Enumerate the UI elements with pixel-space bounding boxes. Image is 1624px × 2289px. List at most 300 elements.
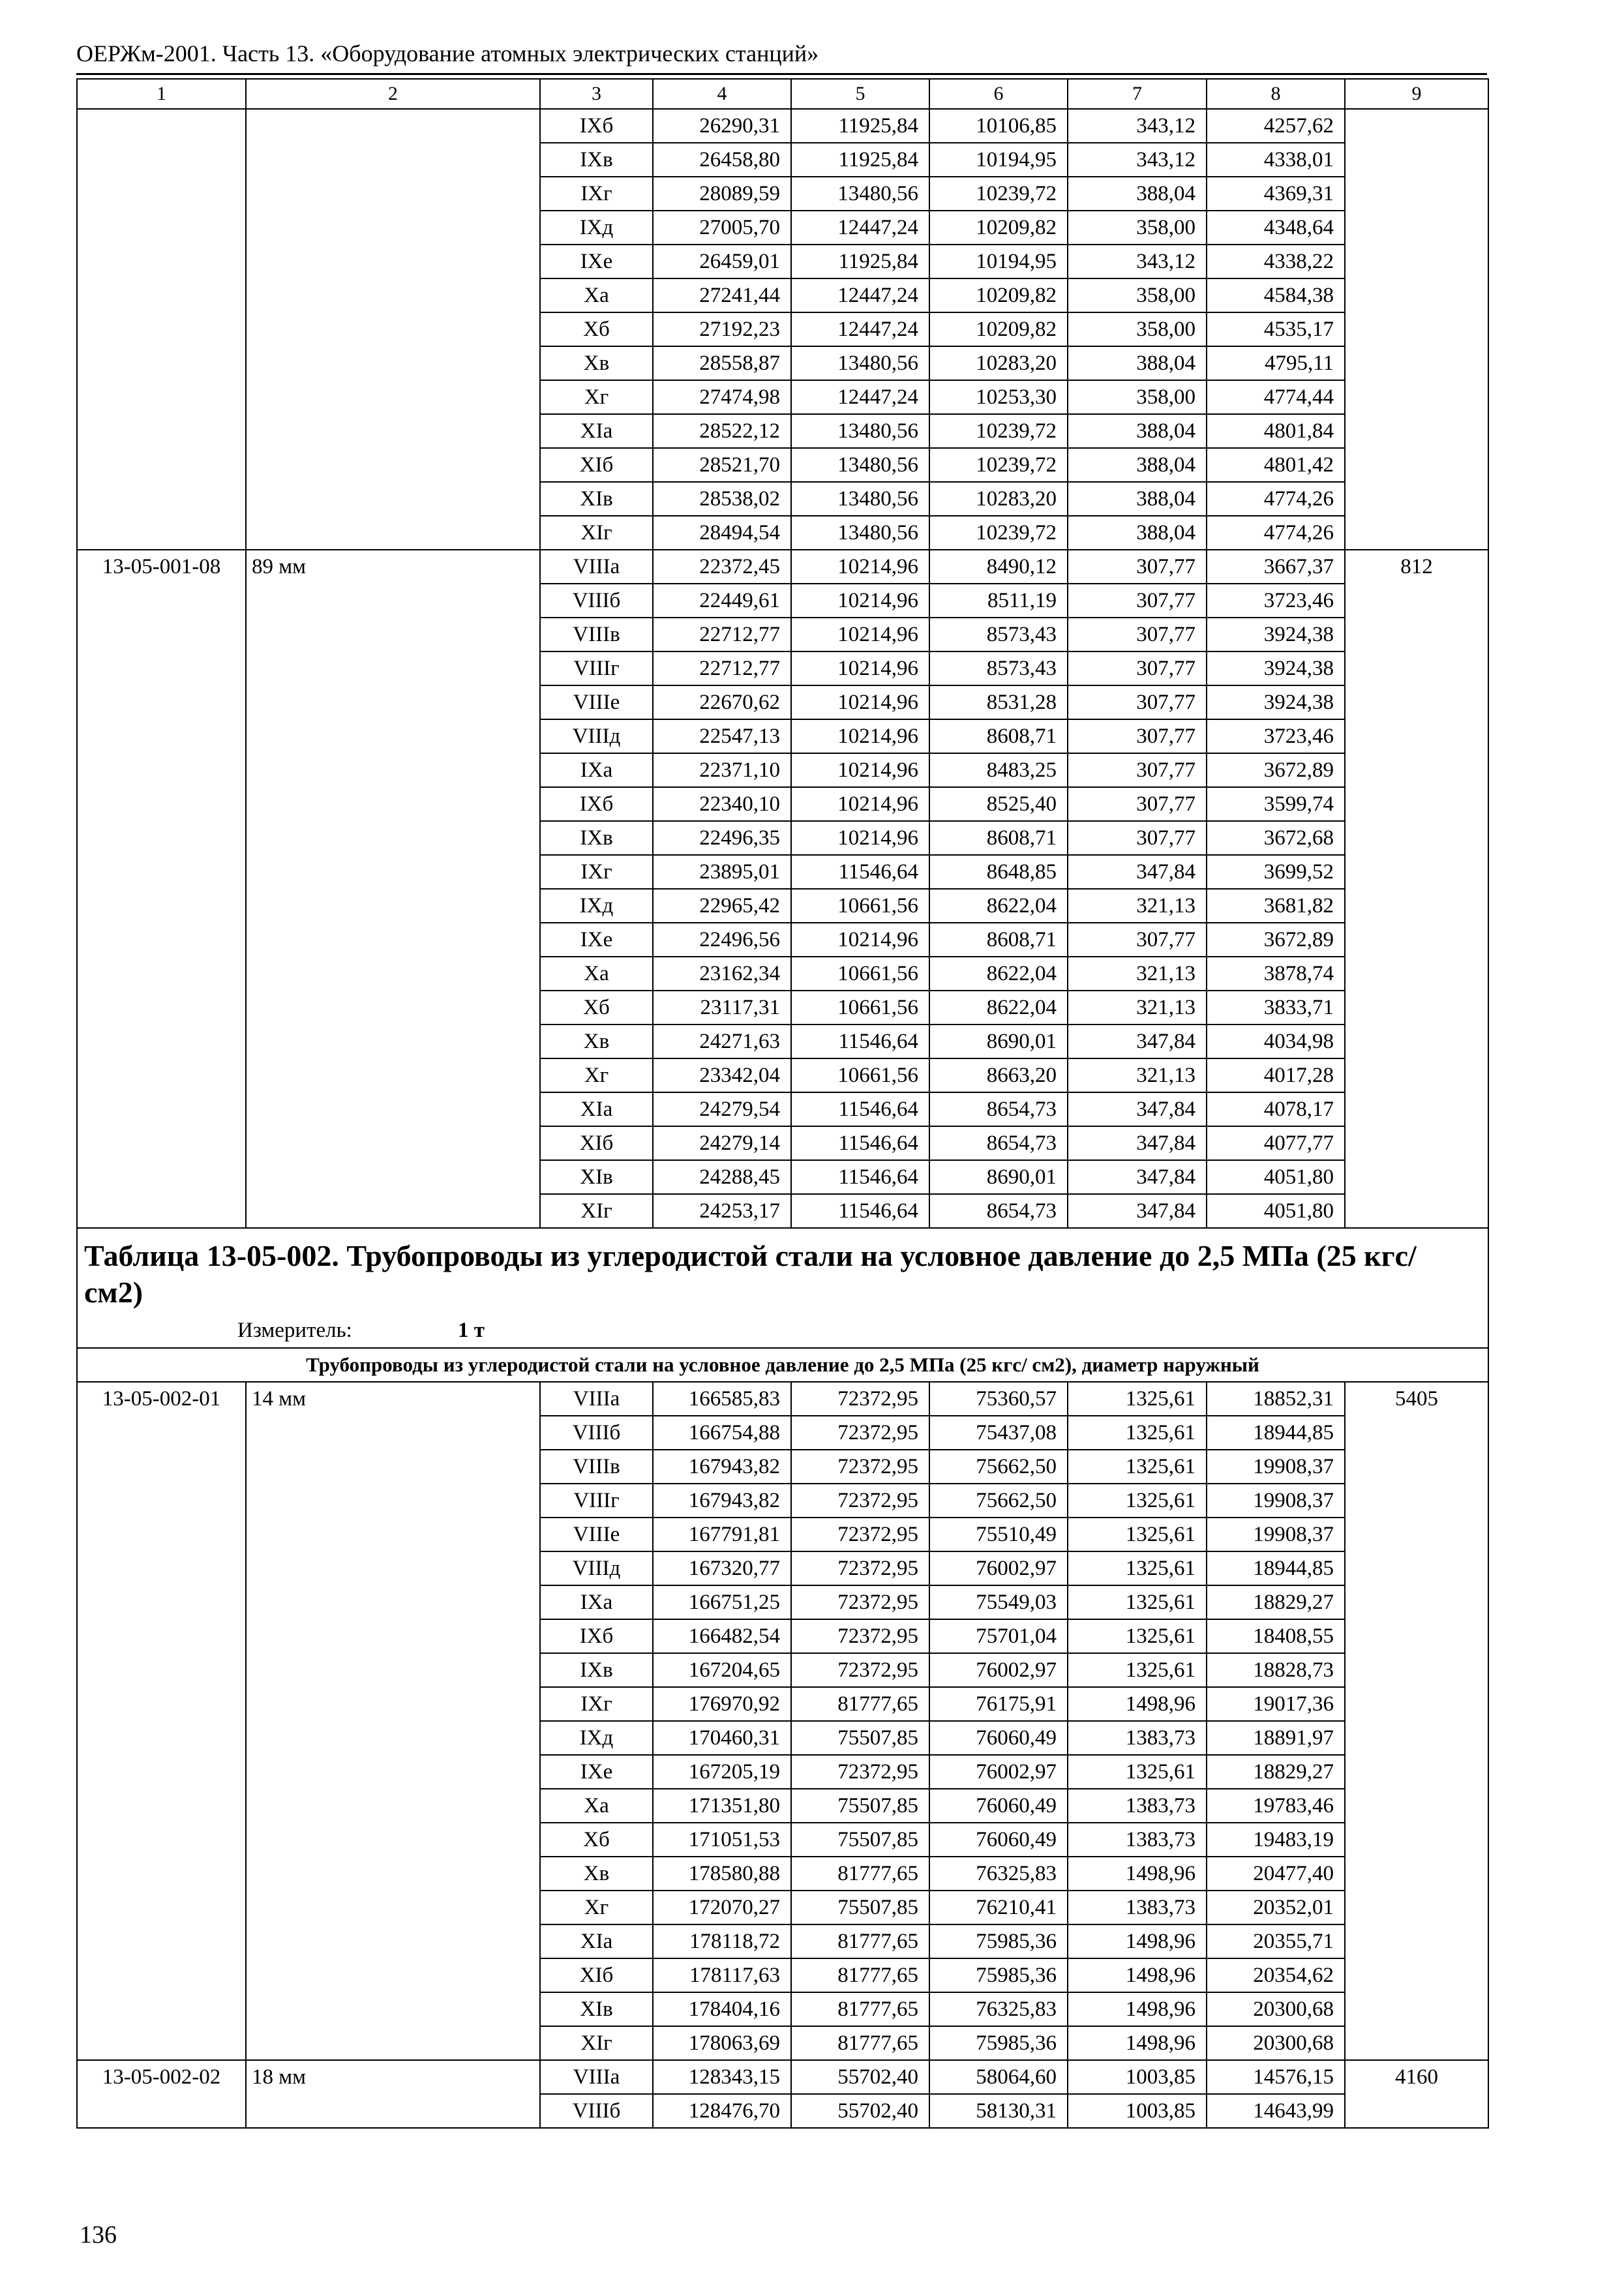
total-cost-cell: 178063,69 bbox=[653, 2026, 791, 2060]
zone-cell: Xа bbox=[540, 957, 653, 991]
zone-cell: Xб bbox=[540, 1823, 653, 1857]
materials-cell: 19017,36 bbox=[1207, 1687, 1345, 1721]
zone-cell: VIIIе bbox=[540, 685, 653, 719]
total-cost-cell: 176970,92 bbox=[653, 1687, 791, 1721]
zone-cell: IXе bbox=[540, 923, 653, 957]
zone-cell: IXд bbox=[540, 889, 653, 923]
machines-cell: 8654,73 bbox=[929, 1126, 1068, 1160]
materials-cell: 20300,68 bbox=[1207, 1992, 1345, 2026]
wages-cell: 81777,65 bbox=[791, 1958, 929, 1992]
materials-cell: 4017,28 bbox=[1207, 1058, 1345, 1092]
materials-cell: 3924,38 bbox=[1207, 685, 1345, 719]
wages-cell: 11546,64 bbox=[791, 1126, 929, 1160]
wages-cell: 81777,65 bbox=[791, 1687, 929, 1721]
operators-wages-cell: 321,13 bbox=[1068, 1058, 1207, 1092]
column-number: 1 bbox=[77, 79, 246, 109]
machines-cell: 76002,97 bbox=[929, 1755, 1068, 1789]
machines-cell: 76210,41 bbox=[929, 1891, 1068, 1924]
table-row bbox=[77, 109, 1488, 143]
operators-wages-cell: 343,12 bbox=[1068, 143, 1207, 177]
wages-cell: 13480,56 bbox=[791, 482, 929, 516]
operators-wages-cell: 1325,61 bbox=[1068, 1518, 1207, 1551]
operators-wages-cell: 1325,61 bbox=[1068, 1416, 1207, 1450]
table-row bbox=[77, 2060, 1488, 2094]
operators-wages-cell: 1383,73 bbox=[1068, 1789, 1207, 1823]
machines-cell: 10194,95 bbox=[929, 143, 1068, 177]
materials-cell: 18828,73 bbox=[1207, 1653, 1345, 1687]
pipe-size-cell: 89 мм bbox=[246, 550, 540, 1228]
wages-cell: 72372,95 bbox=[791, 1484, 929, 1518]
operators-wages-cell: 388,04 bbox=[1068, 448, 1207, 482]
page-number: 136 bbox=[80, 2221, 117, 2249]
column-number: 4 bbox=[653, 79, 791, 109]
materials-cell: 3699,52 bbox=[1207, 855, 1345, 889]
rate-code-cell: 13-05-002-02 bbox=[77, 2060, 246, 2128]
operators-wages-cell: 321,13 bbox=[1068, 957, 1207, 991]
operators-wages-cell: 307,77 bbox=[1068, 584, 1207, 618]
zone-cell: VIIIг bbox=[540, 651, 653, 685]
machines-cell: 8573,43 bbox=[929, 618, 1068, 651]
operators-wages-cell: 347,84 bbox=[1068, 1160, 1207, 1194]
section-subheading: Трубопроводы из углеродистой стали на условное давление до 2,5 МПа (25 кгс/ см2), диаметр наружный bbox=[77, 1348, 1488, 1382]
wages-cell: 13480,56 bbox=[791, 177, 929, 211]
operators-wages-cell: 307,77 bbox=[1068, 787, 1207, 821]
operators-wages-cell: 307,77 bbox=[1068, 923, 1207, 957]
zone-cell: Xг bbox=[540, 380, 653, 414]
machines-cell: 75985,36 bbox=[929, 1958, 1068, 1992]
table-title: Таблица 13-05-002. Трубопроводы из углеродистой стали на условное давление до 2,5 МПа (25 кгс/ см2) bbox=[77, 1228, 1488, 1313]
machines-cell: 76002,97 bbox=[929, 1551, 1068, 1585]
wages-cell: 10661,56 bbox=[791, 1058, 929, 1092]
materials-cell: 14643,99 bbox=[1207, 2094, 1345, 2128]
pipe-size-cell: 18 мм bbox=[246, 2060, 540, 2128]
machines-cell: 75701,04 bbox=[929, 1619, 1068, 1653]
total-cost-cell: 22712,77 bbox=[653, 651, 791, 685]
wages-cell: 13480,56 bbox=[791, 414, 929, 448]
operators-wages-cell: 1003,85 bbox=[1068, 2094, 1207, 2128]
total-cost-cell: 24288,45 bbox=[653, 1160, 791, 1194]
zone-cell: VIIIб bbox=[540, 2094, 653, 2128]
wages-cell: 11546,64 bbox=[791, 1194, 929, 1228]
weight-cell bbox=[1345, 109, 1488, 550]
column-numbers-row bbox=[77, 79, 1488, 109]
total-cost-cell: 167205,19 bbox=[653, 1755, 791, 1789]
machines-cell: 10209,82 bbox=[929, 312, 1068, 346]
wages-cell: 10214,96 bbox=[791, 618, 929, 651]
operators-wages-cell: 1325,61 bbox=[1068, 1382, 1207, 1416]
zone-cell: Xа bbox=[540, 278, 653, 312]
zone-cell: Xб bbox=[540, 312, 653, 346]
zone-cell: XIа bbox=[540, 1092, 653, 1126]
operators-wages-cell: 1325,61 bbox=[1068, 1484, 1207, 1518]
total-cost-cell: 22449,61 bbox=[653, 584, 791, 618]
total-cost-cell: 171051,53 bbox=[653, 1823, 791, 1857]
rate-code-cell: 13-05-002-01 bbox=[77, 1382, 246, 2060]
operators-wages-cell: 347,84 bbox=[1068, 1092, 1207, 1126]
materials-cell: 4338,22 bbox=[1207, 245, 1345, 278]
total-cost-cell: 27241,44 bbox=[653, 278, 791, 312]
machines-cell: 10194,95 bbox=[929, 245, 1068, 278]
machines-cell: 8531,28 bbox=[929, 685, 1068, 719]
zone-cell: IXг bbox=[540, 855, 653, 889]
zone-cell: IXв bbox=[540, 821, 653, 855]
operators-wages-cell: 358,00 bbox=[1068, 278, 1207, 312]
materials-cell: 3681,82 bbox=[1207, 889, 1345, 923]
total-cost-cell: 28522,12 bbox=[653, 414, 791, 448]
total-cost-cell: 27474,98 bbox=[653, 380, 791, 414]
operators-wages-cell: 307,77 bbox=[1068, 753, 1207, 787]
operators-wages-cell: 321,13 bbox=[1068, 889, 1207, 923]
operators-wages-cell: 358,00 bbox=[1068, 380, 1207, 414]
total-cost-cell: 23117,31 bbox=[653, 991, 791, 1025]
zone-cell: IXв bbox=[540, 1653, 653, 1687]
zone-cell: XIа bbox=[540, 1924, 653, 1958]
wages-cell: 10214,96 bbox=[791, 787, 929, 821]
rate-code-cell bbox=[77, 109, 246, 550]
operators-wages-cell: 347,84 bbox=[1068, 1126, 1207, 1160]
zone-cell: VIIIа bbox=[540, 1382, 653, 1416]
materials-cell: 19908,37 bbox=[1207, 1518, 1345, 1551]
table-row bbox=[77, 550, 1488, 584]
machines-cell: 10209,82 bbox=[929, 211, 1068, 245]
machines-cell: 10106,85 bbox=[929, 109, 1068, 143]
materials-cell: 4257,62 bbox=[1207, 109, 1345, 143]
meter-value: 1 т bbox=[458, 1319, 485, 1342]
machines-cell: 75662,50 bbox=[929, 1484, 1068, 1518]
total-cost-cell: 166585,83 bbox=[653, 1382, 791, 1416]
machines-cell: 8608,71 bbox=[929, 719, 1068, 753]
zone-cell: XIв bbox=[540, 1160, 653, 1194]
zone-cell: XIг bbox=[540, 516, 653, 550]
wages-cell: 10214,96 bbox=[791, 753, 929, 787]
machines-cell: 76060,49 bbox=[929, 1823, 1068, 1857]
operators-wages-cell: 343,12 bbox=[1068, 109, 1207, 143]
zone-cell: IXд bbox=[540, 1721, 653, 1755]
zone-cell: IXе bbox=[540, 1755, 653, 1789]
meter-label: Измеритель: bbox=[237, 1319, 352, 1342]
materials-cell: 18944,85 bbox=[1207, 1416, 1345, 1450]
total-cost-cell: 23342,04 bbox=[653, 1058, 791, 1092]
zone-cell: Xв bbox=[540, 1025, 653, 1058]
machines-cell: 10239,72 bbox=[929, 448, 1068, 482]
materials-cell: 4078,17 bbox=[1207, 1092, 1345, 1126]
operators-wages-cell: 1498,96 bbox=[1068, 1687, 1207, 1721]
wages-cell: 75507,85 bbox=[791, 1891, 929, 1924]
machines-cell: 75662,50 bbox=[929, 1450, 1068, 1484]
materials-cell: 18829,27 bbox=[1207, 1585, 1345, 1619]
operators-wages-cell: 343,12 bbox=[1068, 245, 1207, 278]
zone-cell: VIIIв bbox=[540, 1450, 653, 1484]
machines-cell: 8622,04 bbox=[929, 991, 1068, 1025]
machines-cell: 10239,72 bbox=[929, 414, 1068, 448]
machines-cell: 75360,57 bbox=[929, 1382, 1068, 1416]
total-cost-cell: 26459,01 bbox=[653, 245, 791, 278]
total-cost-cell: 178117,63 bbox=[653, 1958, 791, 1992]
wages-cell: 10214,96 bbox=[791, 719, 929, 753]
zone-cell: IXд bbox=[540, 211, 653, 245]
zone-cell: VIIIе bbox=[540, 1518, 653, 1551]
total-cost-cell: 28494,54 bbox=[653, 516, 791, 550]
materials-cell: 19908,37 bbox=[1207, 1484, 1345, 1518]
operators-wages-cell: 307,77 bbox=[1068, 719, 1207, 753]
wages-cell: 81777,65 bbox=[791, 2026, 929, 2060]
machines-cell: 76325,83 bbox=[929, 1857, 1068, 1891]
zone-cell: VIIIа bbox=[540, 550, 653, 584]
column-number: 3 bbox=[540, 79, 653, 109]
materials-cell: 4774,26 bbox=[1207, 482, 1345, 516]
machines-cell: 8490,12 bbox=[929, 550, 1068, 584]
machines-cell: 8573,43 bbox=[929, 651, 1068, 685]
zone-cell: XIб bbox=[540, 1126, 653, 1160]
operators-wages-cell: 307,77 bbox=[1068, 618, 1207, 651]
machines-cell: 75549,03 bbox=[929, 1585, 1068, 1619]
machines-cell: 8608,71 bbox=[929, 821, 1068, 855]
meter-cell bbox=[77, 1313, 1488, 1348]
zone-cell: VIIIд bbox=[540, 719, 653, 753]
machines-cell: 75985,36 bbox=[929, 2026, 1068, 2060]
operators-wages-cell: 388,04 bbox=[1068, 177, 1207, 211]
wages-cell: 11546,64 bbox=[791, 1092, 929, 1126]
column-number: 8 bbox=[1207, 79, 1345, 109]
operators-wages-cell: 1003,85 bbox=[1068, 2060, 1207, 2094]
zone-cell: VIIIб bbox=[540, 1416, 653, 1450]
operators-wages-cell: 1498,96 bbox=[1068, 1958, 1207, 1992]
zone-cell: VIIIа bbox=[540, 2060, 653, 2094]
zone-cell: Xа bbox=[540, 1789, 653, 1823]
materials-cell: 20352,01 bbox=[1207, 1891, 1345, 1924]
operators-wages-cell: 1325,61 bbox=[1068, 1450, 1207, 1484]
machines-cell: 10239,72 bbox=[929, 516, 1068, 550]
materials-cell: 3723,46 bbox=[1207, 584, 1345, 618]
materials-cell: 20477,40 bbox=[1207, 1857, 1345, 1891]
materials-cell: 4774,44 bbox=[1207, 380, 1345, 414]
machines-cell: 10283,20 bbox=[929, 482, 1068, 516]
zone-cell: VIIIд bbox=[540, 1551, 653, 1585]
zone-cell: IXв bbox=[540, 143, 653, 177]
total-cost-cell: 128476,70 bbox=[653, 2094, 791, 2128]
wages-cell: 81777,65 bbox=[791, 1924, 929, 1958]
total-cost-cell: 167791,81 bbox=[653, 1518, 791, 1551]
table-row bbox=[77, 1382, 1488, 1416]
total-cost-cell: 166482,54 bbox=[653, 1619, 791, 1653]
wages-cell: 10661,56 bbox=[791, 889, 929, 923]
machines-cell: 8654,73 bbox=[929, 1194, 1068, 1228]
pipe-size-cell: 14 мм bbox=[246, 1382, 540, 2060]
column-number: 7 bbox=[1068, 79, 1207, 109]
machines-cell: 76060,49 bbox=[929, 1721, 1068, 1755]
machines-cell: 8525,40 bbox=[929, 787, 1068, 821]
zone-cell: IXа bbox=[540, 1585, 653, 1619]
materials-cell: 14576,15 bbox=[1207, 2060, 1345, 2094]
wages-cell: 10214,96 bbox=[791, 821, 929, 855]
wages-cell: 72372,95 bbox=[791, 1653, 929, 1687]
total-cost-cell: 178580,88 bbox=[653, 1857, 791, 1891]
machines-cell: 76060,49 bbox=[929, 1789, 1068, 1823]
total-cost-cell: 27192,23 bbox=[653, 312, 791, 346]
operators-wages-cell: 1325,61 bbox=[1068, 1653, 1207, 1687]
operators-wages-cell: 388,04 bbox=[1068, 516, 1207, 550]
machines-cell: 8648,85 bbox=[929, 855, 1068, 889]
materials-cell: 3924,38 bbox=[1207, 618, 1345, 651]
wages-cell: 81777,65 bbox=[791, 1857, 929, 1891]
zone-cell: Xб bbox=[540, 991, 653, 1025]
wages-cell: 72372,95 bbox=[791, 1551, 929, 1585]
total-cost-cell: 167204,65 bbox=[653, 1653, 791, 1687]
total-cost-cell: 22496,35 bbox=[653, 821, 791, 855]
operators-wages-cell: 358,00 bbox=[1068, 312, 1207, 346]
wages-cell: 11546,64 bbox=[791, 855, 929, 889]
total-cost-cell: 26290,31 bbox=[653, 109, 791, 143]
wages-cell: 11546,64 bbox=[791, 1160, 929, 1194]
total-cost-cell: 24253,17 bbox=[653, 1194, 791, 1228]
operators-wages-cell: 388,04 bbox=[1068, 414, 1207, 448]
total-cost-cell: 28089,59 bbox=[653, 177, 791, 211]
wages-cell: 11546,64 bbox=[791, 1025, 929, 1058]
materials-cell: 19908,37 bbox=[1207, 1450, 1345, 1484]
price-table bbox=[76, 78, 1489, 2129]
materials-cell: 18891,97 bbox=[1207, 1721, 1345, 1755]
machines-cell: 75437,08 bbox=[929, 1416, 1068, 1450]
wages-cell: 75507,85 bbox=[791, 1823, 929, 1857]
operators-wages-cell: 388,04 bbox=[1068, 482, 1207, 516]
wages-cell: 55702,40 bbox=[791, 2094, 929, 2128]
machines-cell: 8511,19 bbox=[929, 584, 1068, 618]
machines-cell: 10239,72 bbox=[929, 177, 1068, 211]
zone-cell: XIа bbox=[540, 414, 653, 448]
total-cost-cell: 128343,15 bbox=[653, 2060, 791, 2094]
machines-cell: 75985,36 bbox=[929, 1924, 1068, 1958]
zone-cell: VIIIв bbox=[540, 618, 653, 651]
column-number: 9 bbox=[1345, 79, 1488, 109]
wages-cell: 11925,84 bbox=[791, 245, 929, 278]
column-number: 2 bbox=[246, 79, 540, 109]
zone-cell: IXа bbox=[540, 753, 653, 787]
machines-cell: 8622,04 bbox=[929, 889, 1068, 923]
wages-cell: 12447,24 bbox=[791, 278, 929, 312]
wages-cell: 55702,40 bbox=[791, 2060, 929, 2094]
machines-cell: 10283,20 bbox=[929, 346, 1068, 380]
materials-cell: 4774,26 bbox=[1207, 516, 1345, 550]
total-cost-cell: 22670,62 bbox=[653, 685, 791, 719]
machines-cell: 10209,82 bbox=[929, 278, 1068, 312]
machines-cell: 8654,73 bbox=[929, 1092, 1068, 1126]
total-cost-cell: 26458,80 bbox=[653, 143, 791, 177]
machines-cell: 8608,71 bbox=[929, 923, 1068, 957]
operators-wages-cell: 1325,61 bbox=[1068, 1551, 1207, 1585]
zone-cell: XIг bbox=[540, 2026, 653, 2060]
total-cost-cell: 178404,16 bbox=[653, 1992, 791, 2026]
operators-wages-cell: 1325,61 bbox=[1068, 1755, 1207, 1789]
wages-cell: 72372,95 bbox=[791, 1619, 929, 1653]
zone-cell: IXб bbox=[540, 787, 653, 821]
total-cost-cell: 167943,82 bbox=[653, 1484, 791, 1518]
total-cost-cell: 167943,82 bbox=[653, 1450, 791, 1484]
operators-wages-cell: 1498,96 bbox=[1068, 1924, 1207, 1958]
materials-cell: 20300,68 bbox=[1207, 2026, 1345, 2060]
operators-wages-cell: 347,84 bbox=[1068, 1025, 1207, 1058]
zone-cell: XIб bbox=[540, 1958, 653, 1992]
materials-cell: 4535,17 bbox=[1207, 312, 1345, 346]
machines-cell: 58064,60 bbox=[929, 2060, 1068, 2094]
operators-wages-cell: 307,77 bbox=[1068, 685, 1207, 719]
wages-cell: 13480,56 bbox=[791, 448, 929, 482]
total-cost-cell: 24279,14 bbox=[653, 1126, 791, 1160]
machines-cell: 58130,31 bbox=[929, 2094, 1068, 2128]
machines-cell: 76325,83 bbox=[929, 1992, 1068, 2026]
wages-cell: 10661,56 bbox=[791, 957, 929, 991]
total-cost-cell: 178118,72 bbox=[653, 1924, 791, 1958]
materials-cell: 4584,38 bbox=[1207, 278, 1345, 312]
zone-cell: IXг bbox=[540, 1687, 653, 1721]
materials-cell: 4077,77 bbox=[1207, 1126, 1345, 1160]
materials-cell: 4051,80 bbox=[1207, 1160, 1345, 1194]
total-cost-cell: 22372,45 bbox=[653, 550, 791, 584]
machines-cell: 8483,25 bbox=[929, 753, 1068, 787]
wages-cell: 10214,96 bbox=[791, 923, 929, 957]
total-cost-cell: 172070,27 bbox=[653, 1891, 791, 1924]
materials-cell: 20354,62 bbox=[1207, 1958, 1345, 1992]
materials-cell: 18852,31 bbox=[1207, 1382, 1345, 1416]
zone-cell: IXг bbox=[540, 177, 653, 211]
total-cost-cell: 22371,10 bbox=[653, 753, 791, 787]
zone-cell: Xг bbox=[540, 1058, 653, 1092]
machines-cell: 8663,20 bbox=[929, 1058, 1068, 1092]
total-cost-cell: 24271,63 bbox=[653, 1025, 791, 1058]
materials-cell: 19483,19 bbox=[1207, 1823, 1345, 1857]
materials-cell: 4795,11 bbox=[1207, 346, 1345, 380]
materials-cell: 18408,55 bbox=[1207, 1619, 1345, 1653]
materials-cell: 3878,74 bbox=[1207, 957, 1345, 991]
wages-cell: 72372,95 bbox=[791, 1450, 929, 1484]
materials-cell: 19783,46 bbox=[1207, 1789, 1345, 1823]
machines-cell: 76175,91 bbox=[929, 1687, 1068, 1721]
total-cost-cell: 23162,34 bbox=[653, 957, 791, 991]
column-number: 5 bbox=[791, 79, 929, 109]
wages-cell: 72372,95 bbox=[791, 1416, 929, 1450]
zone-cell: VIIIг bbox=[540, 1484, 653, 1518]
operators-wages-cell: 307,77 bbox=[1068, 550, 1207, 584]
materials-cell: 4051,80 bbox=[1207, 1194, 1345, 1228]
materials-cell: 18944,85 bbox=[1207, 1551, 1345, 1585]
wages-cell: 75507,85 bbox=[791, 1721, 929, 1755]
header-rule bbox=[76, 73, 1487, 75]
machines-cell: 76002,97 bbox=[929, 1653, 1068, 1687]
zone-cell: XIв bbox=[540, 1992, 653, 2026]
materials-cell: 3833,71 bbox=[1207, 991, 1345, 1025]
wages-cell: 75507,85 bbox=[791, 1789, 929, 1823]
operators-wages-cell: 307,77 bbox=[1068, 651, 1207, 685]
wages-cell: 10214,96 bbox=[791, 550, 929, 584]
wages-cell: 11925,84 bbox=[791, 143, 929, 177]
total-cost-cell: 22496,56 bbox=[653, 923, 791, 957]
total-cost-cell: 166754,88 bbox=[653, 1416, 791, 1450]
wages-cell: 12447,24 bbox=[791, 380, 929, 414]
materials-cell: 4338,01 bbox=[1207, 143, 1345, 177]
wages-cell: 10214,96 bbox=[791, 651, 929, 685]
zone-cell: Xв bbox=[540, 1857, 653, 1891]
materials-cell: 4801,84 bbox=[1207, 414, 1345, 448]
total-cost-cell: 24279,54 bbox=[653, 1092, 791, 1126]
total-cost-cell: 22712,77 bbox=[653, 618, 791, 651]
column-number: 6 bbox=[929, 79, 1068, 109]
total-cost-cell: 27005,70 bbox=[653, 211, 791, 245]
materials-cell: 4369,31 bbox=[1207, 177, 1345, 211]
operators-wages-cell: 1498,96 bbox=[1068, 1857, 1207, 1891]
operators-wages-cell: 307,77 bbox=[1068, 821, 1207, 855]
total-cost-cell: 166751,25 bbox=[653, 1585, 791, 1619]
operators-wages-cell: 1383,73 bbox=[1068, 1891, 1207, 1924]
materials-cell: 18829,27 bbox=[1207, 1755, 1345, 1789]
